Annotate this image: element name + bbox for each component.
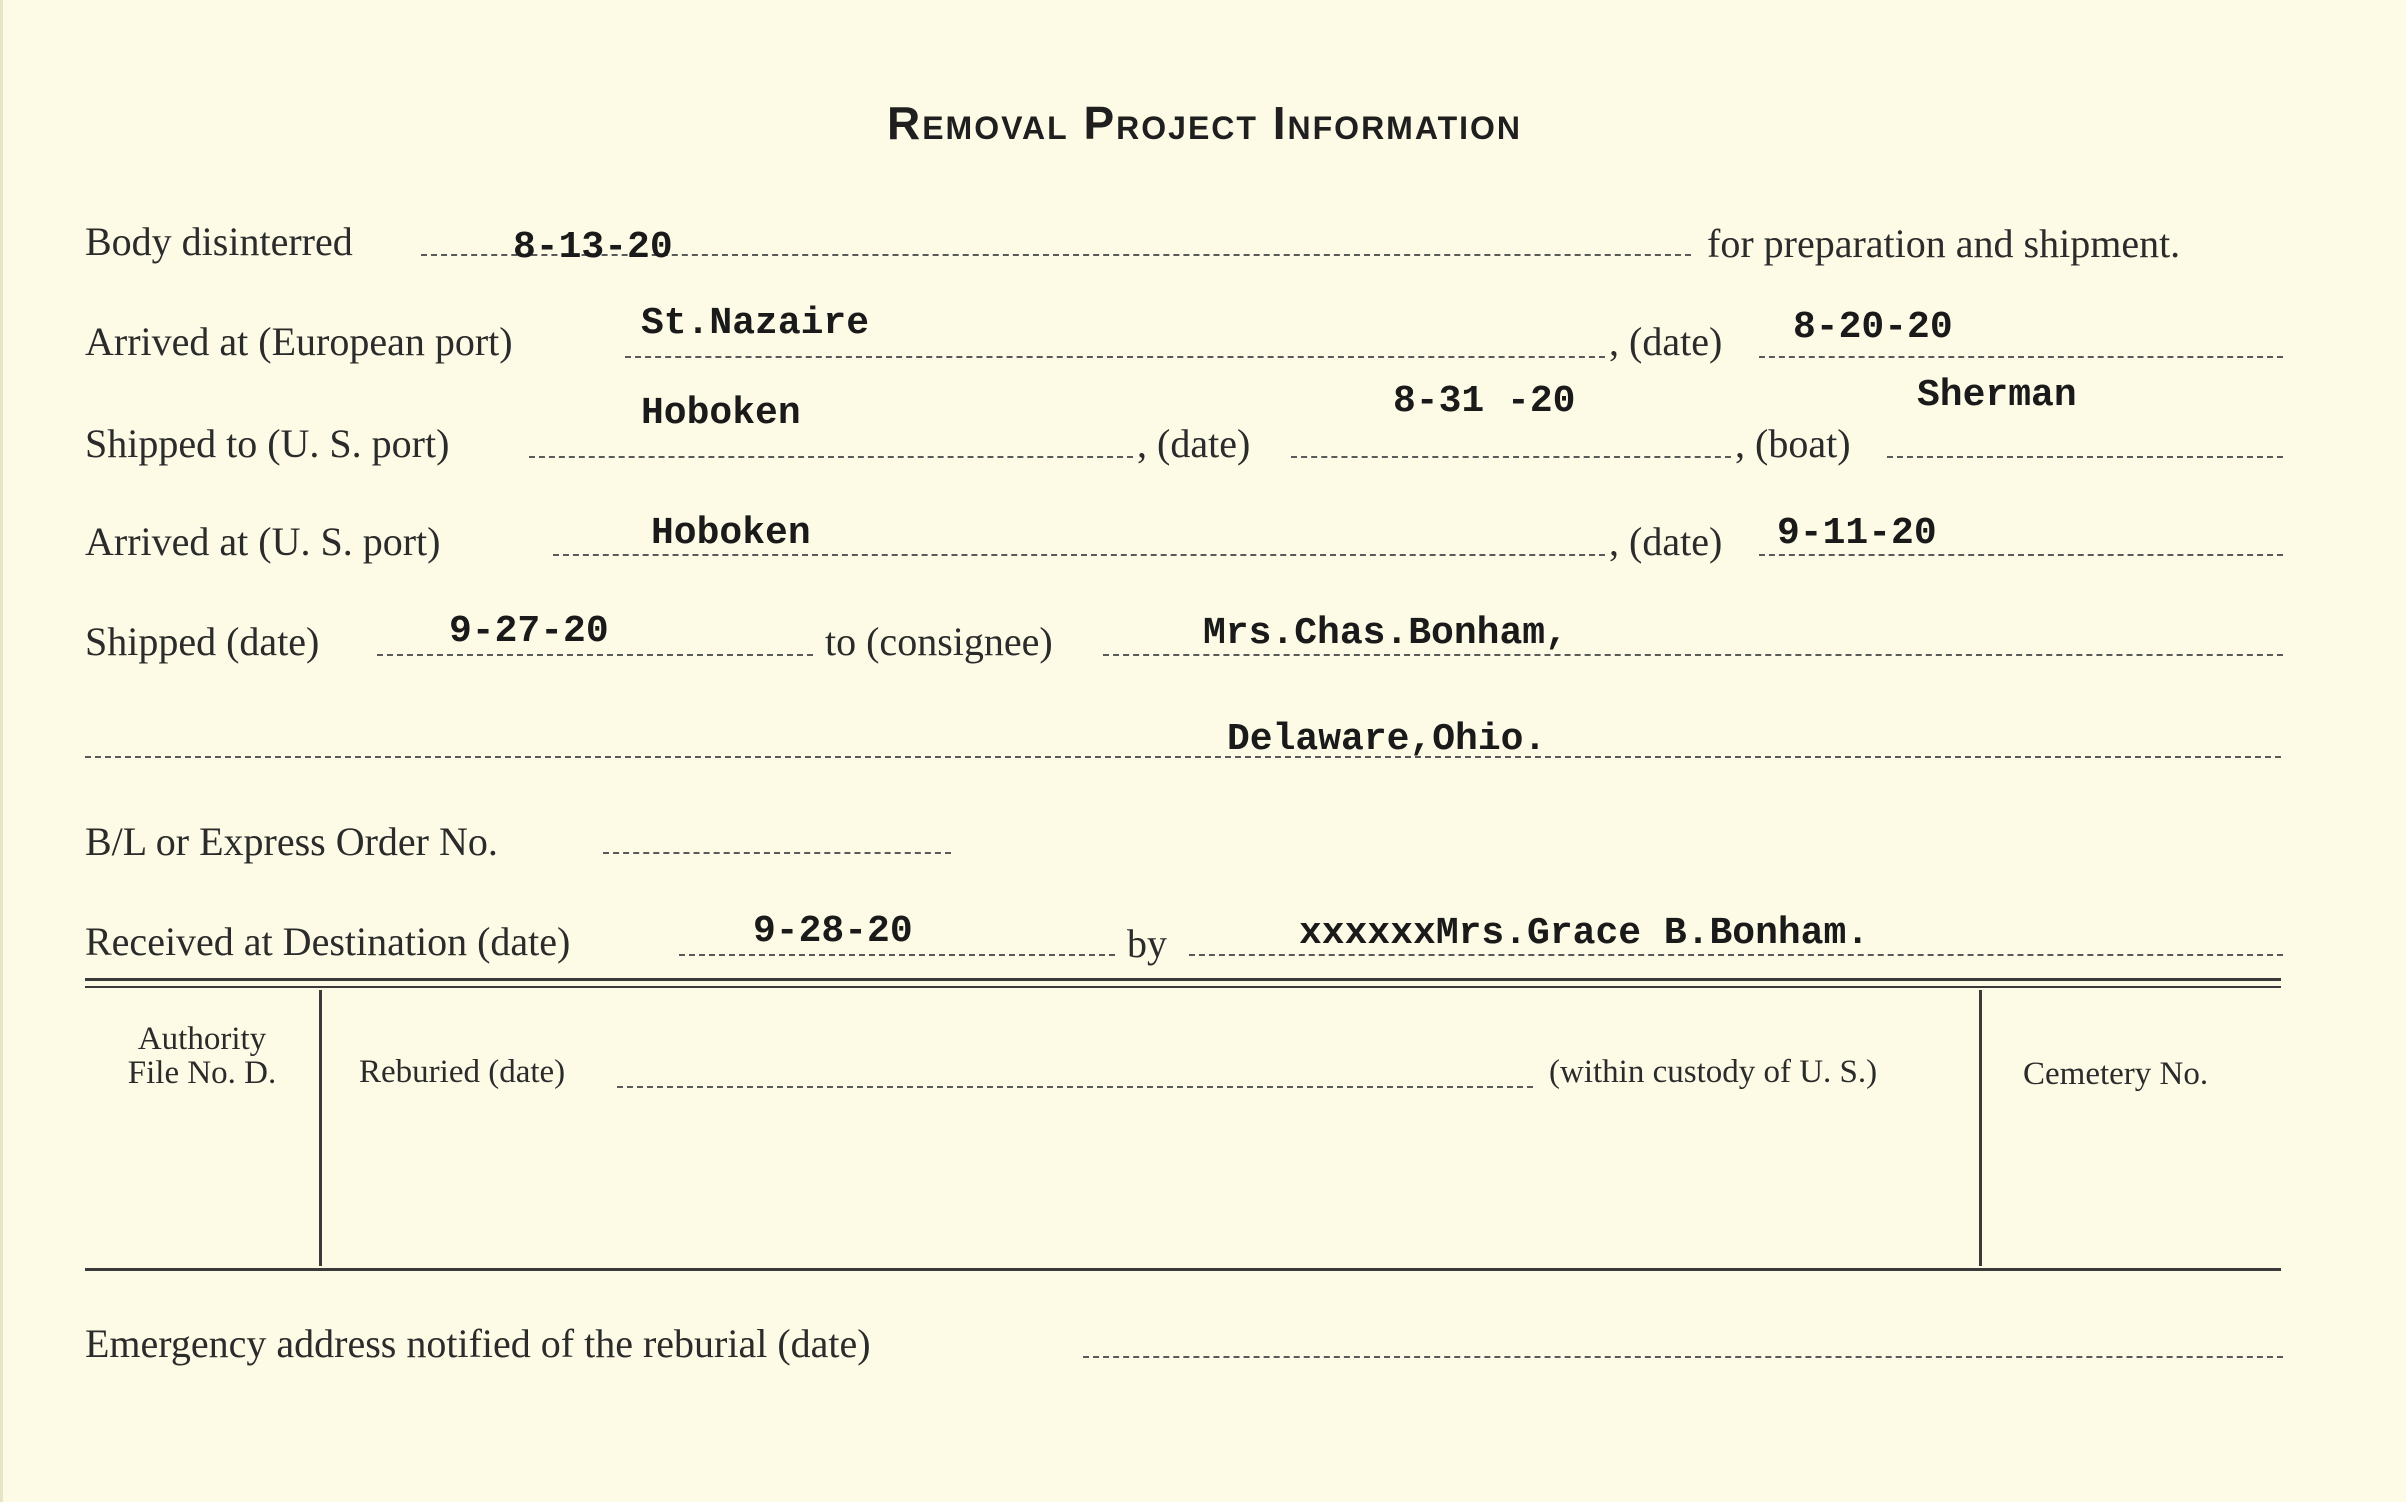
reburied-label: Reburied (date) <box>359 1054 566 1090</box>
received-line <box>679 954 1115 956</box>
received-label: Received at Destination (date) <box>85 919 571 964</box>
emergency-line <box>1083 1356 2283 1358</box>
received-by-value: xxxxxxMrs.Grace B.Bonham. <box>1299 912 1870 955</box>
authority-label-1: Authority <box>137 1021 267 1057</box>
shipped-us-boat-value: Sherman <box>1917 374 2077 417</box>
shipped-date-value: 9-27-20 <box>449 610 609 653</box>
table-divider-left <box>319 990 322 1266</box>
european-date-label: , (date) <box>1609 319 1723 364</box>
card-title: Removal Project Information <box>886 97 1523 149</box>
table-divider-right <box>1979 990 1982 1266</box>
bl-label: B/L or Express Order No. <box>85 819 498 864</box>
custody-label: (within custody of U. S.) <box>1549 1054 1878 1090</box>
shipped-us-boat-label: , (boat) <box>1735 421 1851 466</box>
shipped-us-date-label: , (date) <box>1137 421 1251 466</box>
emergency-label: Emergency address notified of the reburial (date) <box>85 1321 871 1366</box>
address-line <box>85 756 2281 758</box>
shipped-date-line <box>377 654 813 656</box>
arrived-us-date-label: , (date) <box>1609 519 1723 564</box>
reburied-line <box>617 1086 1533 1088</box>
arrived-us-label: Arrived at (U. S. port) <box>85 519 441 564</box>
disinterred-value: 8-13-20 <box>513 226 673 269</box>
table-top-rule <box>85 978 2281 981</box>
shipped-us-date-line <box>1291 456 1731 458</box>
table-top-rule-inner <box>85 986 2281 988</box>
received-value: 9-28-20 <box>753 910 913 953</box>
european-date-line <box>1759 356 2283 358</box>
disinterred-label: Body disinterred <box>85 219 353 264</box>
received-by-label: by <box>1127 921 1167 966</box>
shipped-us-value: Hoboken <box>641 392 801 435</box>
bl-line <box>603 852 951 854</box>
address-value: Delaware,Ohio. <box>1227 718 1547 761</box>
arrived-us-value: Hoboken <box>651 512 811 555</box>
european-date-value: 8-20-20 <box>1793 306 1953 349</box>
shipped-us-boat-line <box>1887 456 2283 458</box>
disinterred-suffix: for preparation and shipment. <box>1707 221 2181 266</box>
cemetery-label: Cemetery No. <box>2023 1056 2209 1092</box>
table-bottom-rule <box>85 1268 2281 1271</box>
european-port-value: St.Nazaire <box>641 302 870 345</box>
consignee-label: to (consignee) <box>825 619 1053 664</box>
shipped-us-line <box>529 456 1133 458</box>
shipped-date-label: Shipped (date) <box>85 619 320 664</box>
european-port-label: Arrived at (European port) <box>85 319 513 364</box>
european-port-line <box>625 356 1605 358</box>
consignee-value: Mrs.Chas.Bonham, <box>1203 612 1568 655</box>
authority-label-2: File No. D. <box>127 1055 277 1091</box>
shipped-us-date-value: 8-31 -20 <box>1393 380 1576 423</box>
shipped-us-label: Shipped to (U. S. port) <box>85 421 450 466</box>
arrived-us-date-value: 9-11-20 <box>1777 512 1937 555</box>
